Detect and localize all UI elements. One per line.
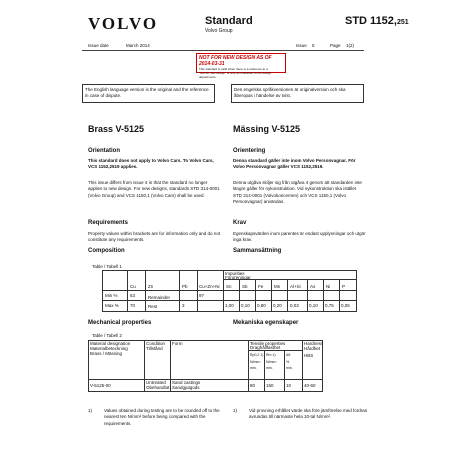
tensile-header: Tensile properties [250, 341, 286, 346]
max-pb: 3 [182, 303, 185, 308]
max-row-label: Max % [105, 303, 119, 308]
col-sn: Sn [226, 284, 232, 289]
rm-unit: N/mm² [266, 360, 277, 364]
mechanical-heading-en: Mechanical properties [88, 320, 152, 326]
col-ni: Ni [326, 284, 331, 289]
orientation-bold-sv: Denna standard gäller inte inom Volvo Personvagnar. För Volvo Personvagnar gäller VCS 1152,2519. [233, 158, 356, 170]
doc-type-subtitle: Volvo Group [205, 28, 233, 34]
max-mn: 0,20 [273, 303, 282, 308]
min-row-label: Min % [105, 293, 118, 298]
col-al-si: Al+Si [290, 284, 301, 289]
notice-title: NOT FOR NEW DESIGN AS OF 2014-03-31 [199, 55, 272, 67]
col-p: P [342, 284, 346, 289]
orientation-heading-sv: Orientering [233, 148, 266, 154]
orientation-heading-en: Orientation [88, 148, 121, 154]
title-en: Brass V-5125 [88, 124, 145, 134]
max-as: 0,10 [309, 303, 318, 308]
material-value: V-5125-00 [90, 383, 111, 388]
form-header: Form [172, 341, 183, 346]
rm-header: Rm 1) [266, 353, 276, 357]
mechanical-table [88, 340, 323, 392]
impurities-header: Impurities [225, 271, 245, 276]
footnote-en: Values obtained during testing are to be rounded off to the nearest ten N/mm² before being compared with the requirements. [104, 408, 220, 426]
rm-min: min. [266, 366, 273, 370]
title-sv: Mässing V-5125 [233, 124, 301, 134]
hardness-header-sv: Hårdhet [304, 346, 321, 351]
composition-heading-sv: Sammansättning [233, 248, 282, 254]
col-sb: Sb [242, 284, 248, 289]
col-fe: Fe [258, 284, 264, 289]
material-header-sv: Materialbeteckning [90, 346, 128, 351]
condition-header-sv: Tillstånd [146, 346, 163, 351]
min-zn: Remainder [148, 295, 171, 300]
material-header-brass: Brass / Mässing [90, 351, 123, 356]
material-header: Material designation [90, 341, 131, 346]
hardness-value: 40-60 [304, 383, 316, 388]
hbs-header: HBS [304, 353, 314, 358]
table1-caption: Table / Tabell 1 [92, 264, 122, 269]
language-note-sv: Den engelska språkversionen är originalversion och ska åberopas i händelse av tvist. [231, 84, 364, 103]
col-zn: Zn [148, 284, 154, 289]
requirements-text-en: Property values within brackets are for information only and do not constitute any requirements. [88, 231, 221, 243]
standard-number [345, 15, 409, 27]
header-divider [82, 50, 364, 51]
condition-value-sv: Obehandlat [146, 385, 170, 390]
issue-value: 5 [312, 43, 315, 48]
orientation-text-en: This issue differs from issue 4 in that the standard no longer applies to new design. For new designs, standards STD 314-0001 (Volvo Group) and VCS 1150,1 (Volvo Cars) shall be used. [88, 180, 220, 198]
max-zn: Rest [148, 304, 158, 309]
col-pb: Pb [182, 284, 188, 289]
requirements-heading-sv: Krav [233, 220, 247, 226]
min-cu: 63 [130, 293, 136, 298]
max-cu: 70 [130, 303, 136, 308]
rp-unit: N/mm² [250, 360, 261, 364]
rm-value: 150 [266, 383, 274, 388]
standard-number-main: STD 1152, [345, 15, 397, 27]
a5-unit: % [286, 360, 290, 364]
min-cu-zn-ni: 97 [199, 293, 205, 298]
form-value: Sand castings [172, 380, 201, 385]
mechanical-heading-sv: Mekaniska egenskaper [233, 320, 299, 326]
max-al-si: 0,03 [290, 303, 299, 308]
orientation-bold-en: This standard does not apply to Volvo Cars. To Volvo Cars, VCS 1152,2519 applies. [88, 158, 214, 170]
issue-date: March 2014 [126, 43, 150, 48]
max-sn: 1,00 [225, 303, 234, 308]
notice-line-2: This standard is valid when there is a reference to it. [199, 67, 269, 71]
footnote-marker-en: 1) [88, 408, 93, 413]
rp-value: 80 [250, 383, 256, 388]
col-mn: Mn [274, 284, 281, 289]
footnote-marker-sv: 1) [233, 408, 238, 413]
col-as: As [310, 284, 316, 289]
requirements-heading-en: Requirements [88, 220, 129, 226]
standard-number-suffix: 251 [396, 19, 409, 26]
rp-header: Rp0,2 1) [250, 353, 264, 357]
not-for-new-design-notice [196, 53, 286, 79]
issue-label: Issue [296, 43, 307, 48]
col-cu-zn-ni: Cu+Zn+Ni [199, 284, 220, 289]
a5-value: 10 [286, 383, 292, 388]
language-note-en: The English language version is the original and the reference in case of dispute. [82, 84, 215, 103]
table2-caption: Table / Tabell 2 [92, 333, 122, 338]
hardness-header: Hardness [304, 341, 324, 346]
volvo-logo: VOLVO [88, 14, 159, 33]
max-sb: 0,10 [241, 303, 250, 308]
footnote-sv: Vid provning erhållet värde ska före jämförelse med fordran avrundas till närmaste hela 10-tal N/mm². [249, 408, 368, 420]
condition-value: Untreated [146, 380, 166, 385]
tensile-header-sv: Draghållfasthet [250, 345, 281, 350]
col-cu: Cu [130, 284, 136, 289]
composition-table [102, 270, 357, 312]
a5-header: A5 [286, 353, 291, 357]
page-value: 1(2) [346, 43, 355, 48]
max-p: 0,05 [341, 303, 350, 308]
rp-min: min. [250, 366, 257, 370]
impurities-header-sv: Föroreningar [225, 275, 251, 280]
max-fe: 0,80 [257, 303, 266, 308]
requirements-text-sv: Egenskapsvärden inom parentes är endast upplysningar och utgör inga krav. [233, 231, 366, 243]
page-label: Page [330, 43, 341, 48]
a5-min: min. [286, 366, 293, 370]
issue-date-label: Issue date [88, 43, 109, 48]
condition-header: Condition [146, 341, 166, 346]
form-value-sv: Sandgjutgods [172, 385, 200, 390]
notice-line-3: "Not for new design" is only an indication to our design departments. [199, 71, 272, 79]
orientation-text-sv: Denna utgåva skiljer sig från utgåva 4 genom att standarden inte längre gäller för nykonstruktion. Vid nykonstruktion ska istället STD 314-0001 (Volvokoncernen) och VCS 1150,1 (Volvo Personvagnar) användas. [233, 180, 362, 204]
composition-heading-en: Composition [88, 248, 125, 254]
doc-type-title: Standard [205, 15, 253, 27]
max-ni: 0,75 [325, 303, 334, 308]
